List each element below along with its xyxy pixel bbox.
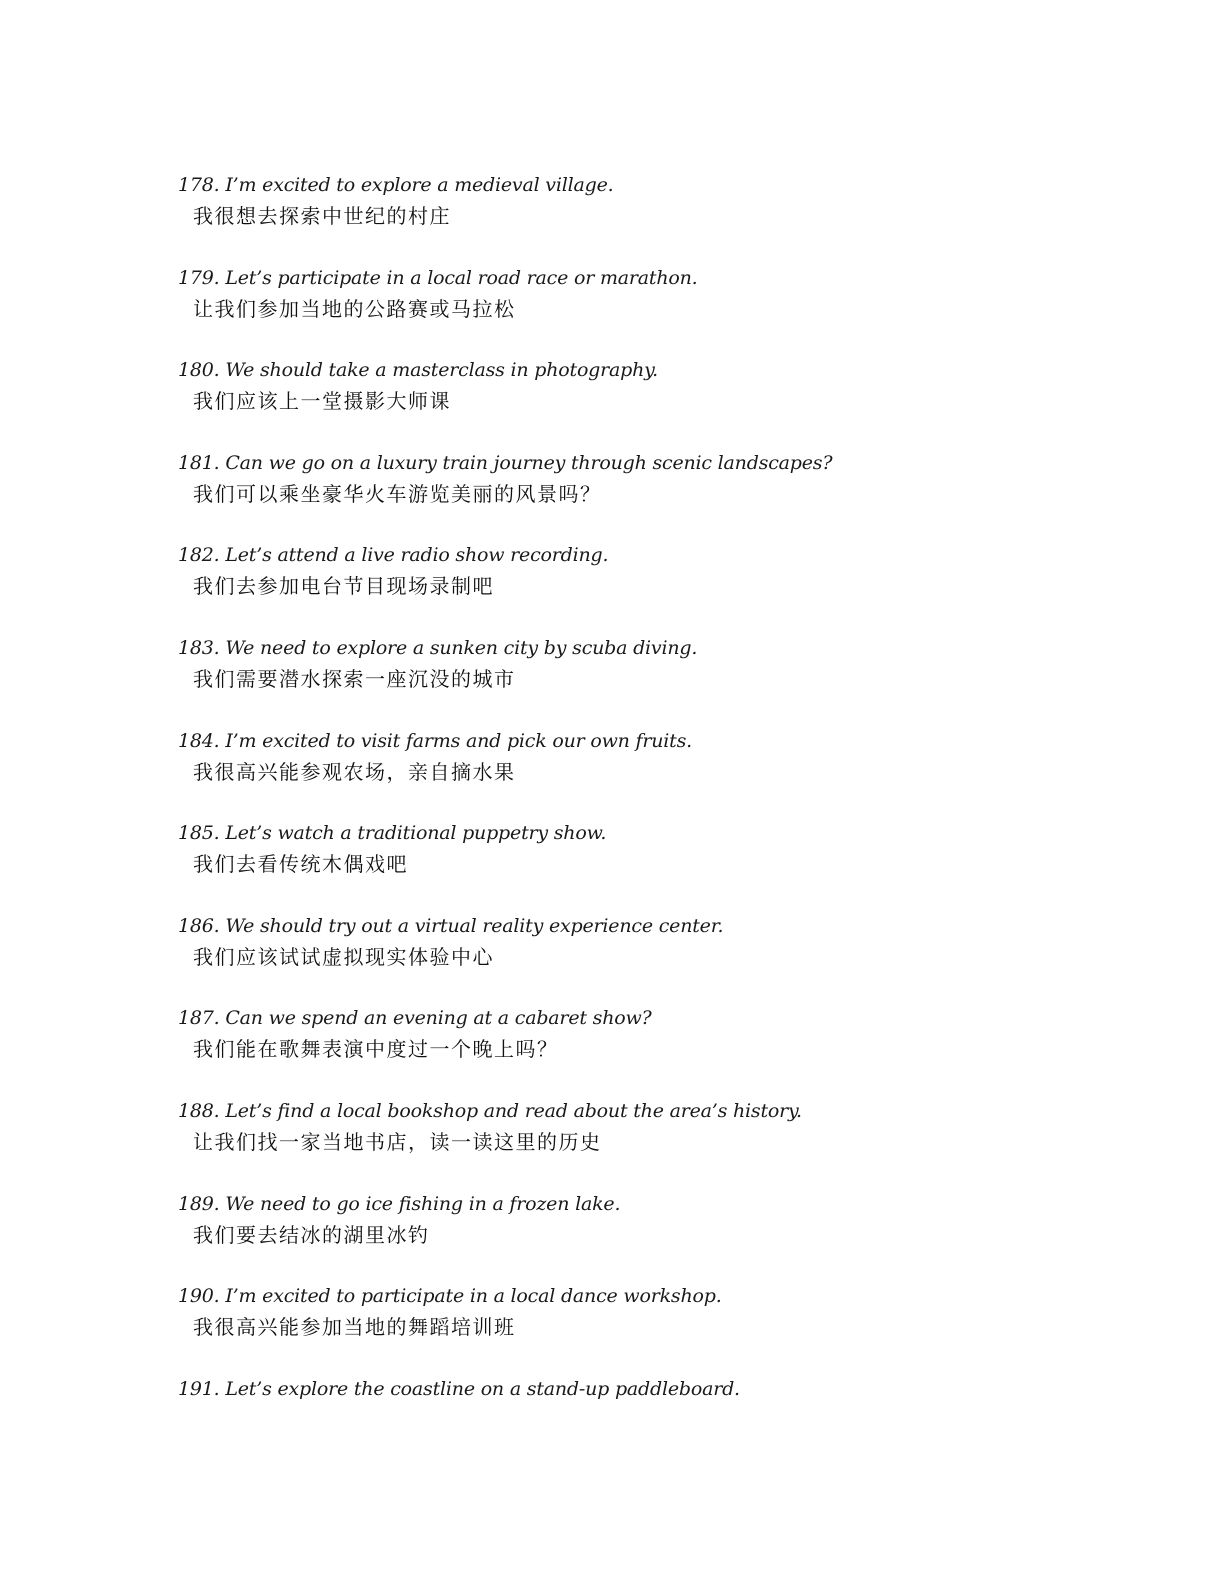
phrase-entry	[178, 1281, 1078, 1374]
chinese-translation: 我们能在歌舞表演中度过一个晚上吗？	[193, 1037, 559, 1062]
phrase-list	[178, 170, 1078, 1466]
chinese-translation: 我很想去探索中世纪的村庄	[193, 204, 451, 228]
phrase-entry	[178, 1189, 1078, 1282]
chinese-translation: 我很高兴能参观农场，亲自摘水果	[193, 759, 516, 784]
chinese-translation: 我们应该上一堂摄影大师课	[193, 389, 451, 414]
chinese-translation: 我们需要潜水探索一座沉没的城市	[193, 666, 516, 691]
english-sentence: 182. Let’s attend a live radio show recording.	[178, 544, 609, 567]
phrase-entry	[178, 726, 1078, 819]
chinese-translation: 让我们参加当地的公路赛或马拉松	[193, 296, 516, 321]
chinese-translation: 我们要去结冰的湖里冰钓	[193, 1222, 430, 1247]
phrase-entry	[178, 633, 1078, 726]
phrase-entry	[178, 355, 1078, 448]
chinese-translation: 我们可以乘坐豪华火车游览美丽的风景吗？	[193, 481, 602, 506]
english-sentence: 185. Let’s watch a traditional puppetry show.	[178, 822, 607, 845]
english-sentence: 191. Let’s explore the coastline on a stand-up paddleboard.	[178, 1377, 740, 1400]
chinese-translation: 让我们找一家当地书店，读一读这里的历史	[193, 1129, 602, 1154]
english-sentence: 181. Can we go on a luxury train journey through scenic landscapes?	[178, 451, 833, 474]
phrase-entry	[178, 170, 1078, 263]
phrase-entry	[178, 263, 1078, 356]
english-sentence: 178. I’m excited to explore a medieval village.	[178, 174, 614, 196]
phrase-entry	[178, 448, 1078, 541]
phrase-entry	[178, 540, 1078, 633]
chinese-translation: 我很高兴能参加当地的舞蹈培训班	[193, 1315, 516, 1340]
english-sentence: 180. We should take a masterclass in photography.	[178, 359, 659, 382]
english-sentence: 184. I’m excited to visit farms and pick our own fruits.	[178, 729, 693, 752]
chinese-translation: 我们应该试试虚拟现实体验中心	[193, 944, 494, 969]
phrase-entry	[178, 818, 1078, 911]
phrase-entry	[178, 1096, 1078, 1189]
english-sentence: 187. Can we spend an evening at a cabaret show?	[178, 1007, 652, 1030]
english-sentence: 190. I’m excited to participate in a local dance workshop.	[178, 1285, 722, 1308]
phrase-entry	[178, 1374, 1078, 1467]
phrase-entry	[178, 1003, 1078, 1096]
english-sentence: 179. Let’s participate in a local road race or marathon.	[178, 266, 698, 289]
chinese-translation: 我们去看传统木偶戏吧	[193, 852, 408, 877]
english-sentence: 186. We should try out a virtual reality experience center.	[178, 914, 724, 937]
english-sentence: 188. Let’s find a local bookshop and read about the area’s history.	[178, 1099, 802, 1122]
phrase-entry	[178, 911, 1078, 1004]
chinese-translation: 我们去参加电台节目现场录制吧	[193, 574, 494, 599]
english-sentence: 189. We need to go ice fishing in a frozen lake.	[178, 1192, 621, 1215]
english-sentence: 183. We need to explore a sunken city by scuba diving.	[178, 636, 698, 659]
